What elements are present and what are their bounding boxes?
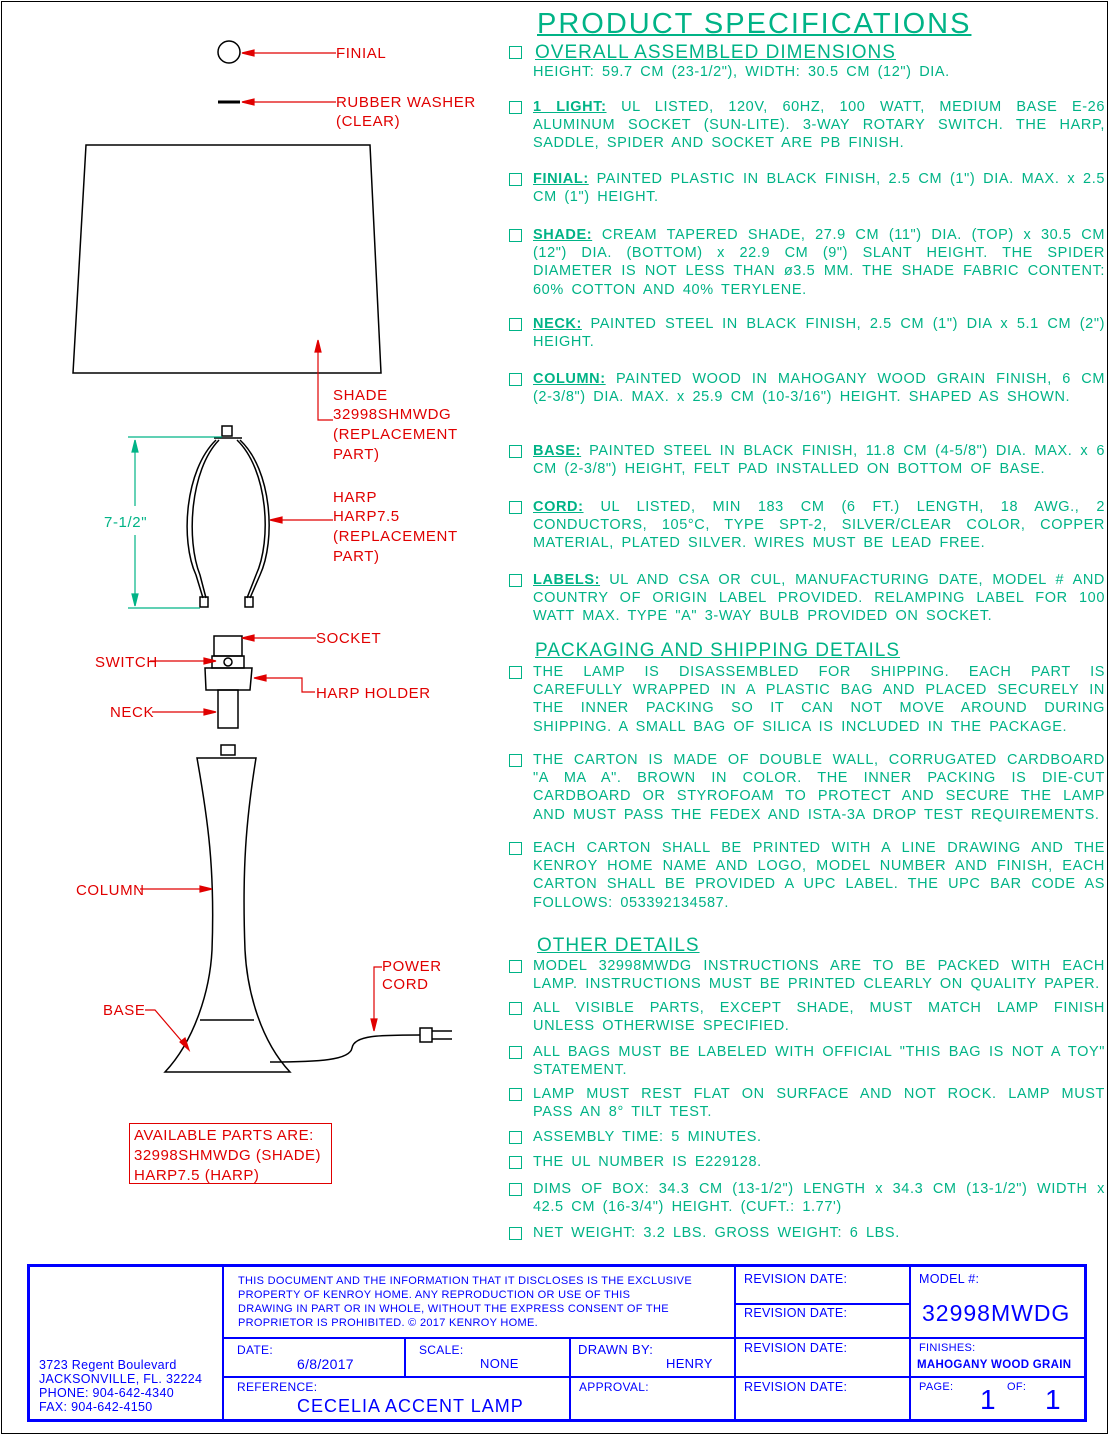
- spec-item-cord: [533, 498, 1105, 553]
- address-line: 3723 Regent Boulevard: [39, 1358, 177, 1372]
- label-power: POWER: [382, 958, 442, 975]
- checkbox[interactable]: [509, 1156, 522, 1169]
- other-item: ALL VISIBLE PARTS, EXCEPT SHADE, MUST MATCH LAMP FINISH UNLESS OTHERWISE SPECIFIED.: [533, 1000, 1105, 1035]
- spec-item: HEIGHT: 59.7 CM (23-1/2"), WIDTH: 30.5 CM (12") DIA.: [533, 64, 950, 80]
- checkbox[interactable]: [509, 1131, 522, 1144]
- reference-label: REFERENCE:: [237, 1380, 318, 1394]
- address-line: FAX: 904-642-4150: [39, 1400, 153, 1414]
- label-shade-part2: PART): [333, 446, 380, 463]
- checkbox[interactable]: [509, 1227, 522, 1240]
- label-finial: FINIAL: [336, 45, 387, 62]
- checkbox[interactable]: [509, 501, 522, 514]
- spec-label: 1 LIGHT:: [533, 99, 607, 115]
- checkbox[interactable]: [509, 754, 522, 767]
- scale-value: NONE: [480, 1356, 519, 1371]
- page-number: 1: [980, 1384, 996, 1415]
- checkbox[interactable]: [509, 666, 522, 679]
- reference-value: CECELIA ACCENT LAMP: [297, 1396, 524, 1416]
- spec-text: CREAM TAPERED SHADE, 27.9 CM (11") DIA. (TOP) x 30.5 CM (12") DIA. (BOTTOM) x 22.9 CM (9") SLANT HEIGHT. THE SPIDER DIAMETER IS NOT LESS THAN ø3.5 MM. THE SHADE FABRIC CONTENT: 60% COTTON AND 40% TERYLENE.: [533, 227, 1105, 298]
- spec-text: PAINTED WOOD IN MAHOGANY WOOD GRAIN FINISH, 6 CM (2-3/8") DIA. MAX. x 25.9 CM (10-3/16") HEIGHT. SHAPED AS SHOWN.: [533, 371, 1105, 406]
- spec-text: PAINTED PLASTIC IN BLACK FINISH, 2.5 CM (1") DIA. MAX. x 2.5 CM (1") HEIGHT.: [533, 171, 1105, 206]
- model-number: 32998MWDG: [922, 1300, 1071, 1326]
- notice-line: DRAWING IN PART OR IN WHOLE, WITHOUT THE EXPRESS CONSENT OF THE: [238, 1303, 669, 1315]
- checkbox[interactable]: [509, 574, 522, 587]
- checkbox[interactable]: [509, 173, 522, 186]
- other-item: ALL BAGS MUST BE LABELED WITH OFFICIAL "THIS BAG IS NOT A TOY" STATEMENT.: [533, 1044, 1105, 1079]
- page-title: PRODUCT SPECIFICATIONS: [537, 8, 972, 40]
- label-shade-part: 32998SHMWDG: [333, 406, 452, 423]
- section-heading-packaging: PACKAGING AND SHIPPING DETAILS: [535, 640, 901, 661]
- packaging-item: THE LAMP IS DISASSEMBLED FOR SHIPPING. EACH PART IS CAREFULLY WRAPPED IN A PLASTIC BAG AND PLACED SECURELY IN THE INNER PACKING SO IT CAN NOT MOVE AROUND DURING SHIPPING. A SMALL BAG OF SILICA IS INCLUDED IN THE PACKAGE.: [533, 664, 1105, 735]
- spec-item-finial: [533, 170, 1105, 206]
- drawn-by-label: DRAWN BY:: [578, 1342, 654, 1357]
- drawn-by-value: HENRY: [666, 1356, 713, 1371]
- checkbox[interactable]: [509, 46, 522, 59]
- checkbox[interactable]: [509, 1088, 522, 1101]
- scale-label: SCALE:: [419, 1343, 464, 1357]
- checkbox[interactable]: [509, 101, 522, 114]
- notice-line: PROPRIETOR IS PROHIBITED. © 2017 KENROY HOME.: [238, 1317, 538, 1329]
- checkbox[interactable]: [509, 229, 522, 242]
- spec-item-shade: [533, 226, 1105, 299]
- checkbox[interactable]: [509, 373, 522, 386]
- label-harp: HARP: [333, 489, 378, 506]
- label-harp-part2: PART): [333, 548, 380, 565]
- packaging-item: EACH CARTON SHALL BE PRINTED WITH A LINE DRAWING AND THE KENROY HOME NAME AND LOGO, MODEL NUMBER AND FINISH, EACH CARTON SHALL BE PROVIDED A UPC LABEL. THE UPC BAR CODE AS FOLLOWS: 053392134587.: [533, 840, 1105, 911]
- spec-text: UL LISTED, MIN 183 CM (6 FT.) LENGTH, 18 AWG., 2 CONDUCTORS, 105°C, TYPE SPT-2, SILVER/CLEAR COLOR, COPPER MATERIAL, PLATED SILVER. WIRES MUST BE LEAD FREE.: [533, 499, 1105, 552]
- checkbox[interactable]: [509, 960, 522, 973]
- revision-date-label: REVISION DATE:: [744, 1306, 848, 1320]
- spec-label: COLUMN:: [533, 371, 606, 387]
- socket-shape: [205, 636, 252, 690]
- shade-shape: [73, 145, 381, 373]
- finishes-value: MAHOGANY WOOD GRAIN: [917, 1359, 1072, 1371]
- checkbox[interactable]: [509, 1002, 522, 1015]
- spec-text: UL AND CSA OR CUL, MANUFACTURING DATE, MODEL # AND COUNTRY OF ORIGIN LABEL PROVIDED. RELAMPING LABEL FOR 100 WATT MAX. TYPE "A" 3-WAY BULB PROVIDED ON SOCKET.: [533, 572, 1105, 625]
- harp-shape: [187, 426, 269, 607]
- of-label: OF:: [1007, 1381, 1027, 1393]
- date-label: DATE:: [237, 1343, 273, 1357]
- label-rubber-washer: RUBBER WASHER: [336, 94, 476, 111]
- other-item: DIMS OF BOX: 34.3 CM (13-1/2") LENGTH x 34.3 CM (13-1/2") WIDTH x 42.5 CM (16-3/4") HEIGHT. (CUFT.: 1.77'): [533, 1181, 1105, 1216]
- finishes-label: FINISHES:: [919, 1342, 976, 1354]
- finial-shape: [218, 41, 240, 63]
- other-item: NET WEIGHT: 3.2 LBS. GROSS WEIGHT: 6 LBS.: [533, 1225, 900, 1241]
- label-harp-holder: HARP HOLDER: [316, 685, 431, 702]
- checkbox[interactable]: [509, 1046, 522, 1059]
- date-value: 6/8/2017: [297, 1356, 354, 1372]
- label-harp-replacement: (REPLACEMENT: [333, 528, 458, 545]
- spec-text: PAINTED STEEL IN BLACK FINISH, 2.5 CM (1") DIA x 5.1 CM (2") HEIGHT.: [533, 316, 1105, 351]
- page-total: 1: [1045, 1384, 1061, 1415]
- lamp-drawing: [0, 0, 500, 1260]
- label-column: COLUMN: [76, 882, 145, 899]
- spec-label: LABELS:: [533, 572, 601, 588]
- available-part: HARP7.5 (HARP): [134, 1167, 260, 1184]
- spec-item-light: [533, 98, 1105, 153]
- label-socket: SOCKET: [316, 630, 382, 647]
- available-parts-box: [129, 1123, 332, 1184]
- page-label: PAGE:: [919, 1381, 954, 1393]
- model-label: MODEL #:: [919, 1272, 980, 1286]
- spec-item-column: [533, 370, 1105, 406]
- spec-label: CORD:: [533, 499, 584, 515]
- spec-text: PAINTED STEEL IN BLACK FINISH, 11.8 CM (4-5/8") DIA. MAX. x 6 CM (2-3/8") HEIGHT, FELT PAD INSTALLED ON BOTTOM OF BASE.: [533, 443, 1105, 478]
- neck-shape: [218, 690, 238, 728]
- label-shade-replacement: (REPLACEMENT: [333, 426, 458, 443]
- checkbox[interactable]: [509, 318, 522, 331]
- label-neck: NECK: [110, 704, 155, 721]
- label-harp-height: 7-1/2": [104, 514, 148, 531]
- available-part: 32998SHMWDG (SHADE): [134, 1147, 322, 1164]
- other-item: THE UL NUMBER IS E229128.: [533, 1154, 762, 1170]
- spec-label: NECK:: [533, 316, 582, 332]
- spec-item-neck: [533, 315, 1105, 351]
- other-item: ASSEMBLY TIME: 5 MINUTES.: [533, 1129, 762, 1145]
- available-parts-heading: AVAILABLE PARTS ARE:: [134, 1127, 314, 1144]
- revision-date-label: REVISION DATE:: [744, 1272, 848, 1286]
- label-shade: SHADE: [333, 387, 388, 404]
- checkbox[interactable]: [509, 1183, 522, 1196]
- spec-text: UL LISTED, 120V, 60HZ, 100 WATT, MEDIUM BASE E-26 ALUMINUM SOCKET (SUN-LITE). 3-WAY ROTARY SWITCH. THE HARP, SADDLE, SPIDER AND SOCKET ARE PB FINISH.: [533, 99, 1106, 152]
- spec-label: FINIAL:: [533, 171, 589, 187]
- column-shape: [165, 758, 290, 1072]
- label-rubber-washer-note: (CLEAR): [336, 113, 401, 130]
- checkbox[interactable]: [509, 842, 522, 855]
- other-item: LAMP MUST REST FLAT ON SURFACE AND NOT ROCK. LAMP MUST PASS AN 8° TILT TEST.: [533, 1086, 1105, 1121]
- notice-line: PROPERTY OF KENROY HOME. ANY REPRODUCTION OR USE OF THIS: [238, 1289, 631, 1301]
- plug-shape: [420, 1028, 432, 1042]
- other-item: MODEL 32998MWDG INSTRUCTIONS ARE TO BE PACKED WITH EACH LAMP. INSTRUCTIONS MUST BE PRINTED CLEARLY ON QUALITY PAPER.: [533, 958, 1105, 993]
- address-line: PHONE: 904-642-4340: [39, 1386, 174, 1400]
- label-base: BASE: [103, 1002, 146, 1019]
- approval-label: APPROVAL:: [579, 1380, 649, 1394]
- spec-item-labels: [533, 571, 1105, 626]
- section-heading-overall: OVERALL ASSEMBLED DIMENSIONS: [535, 42, 896, 63]
- label-cord: CORD: [382, 976, 429, 993]
- address-line: JACKSONVILLE, FL. 32224: [39, 1372, 203, 1386]
- notice-line: THIS DOCUMENT AND THE INFORMATION THAT IT DISCLOSES IS THE EXCLUSIVE: [238, 1275, 692, 1287]
- revision-date-label: REVISION DATE:: [744, 1341, 848, 1355]
- revision-date-label: REVISION DATE:: [744, 1380, 848, 1394]
- power-cord-shape: [270, 1035, 420, 1062]
- spec-item-base: [533, 442, 1105, 478]
- spec-label: BASE:: [533, 443, 582, 459]
- section-heading-other: OTHER DETAILS: [537, 935, 700, 956]
- label-switch: SWITCH: [95, 654, 158, 671]
- spec-label: SHADE:: [533, 227, 593, 243]
- checkbox[interactable]: [509, 445, 522, 458]
- label-harp-part: HARP7.5: [333, 508, 400, 525]
- packaging-item: THE CARTON IS MADE OF DOUBLE WALL, CORRUGATED CARDBOARD "A MA A". BROWN IN COLOR. THE INNER PACKING IS DIE-CUT CARDBOARD OR STYROFOAM TO PROTECT AND SECURE THE LAMP AND MUST PASS THE FEDEX AND ISTA-3A DROP TEST REQUIREMENTS.: [533, 752, 1105, 823]
